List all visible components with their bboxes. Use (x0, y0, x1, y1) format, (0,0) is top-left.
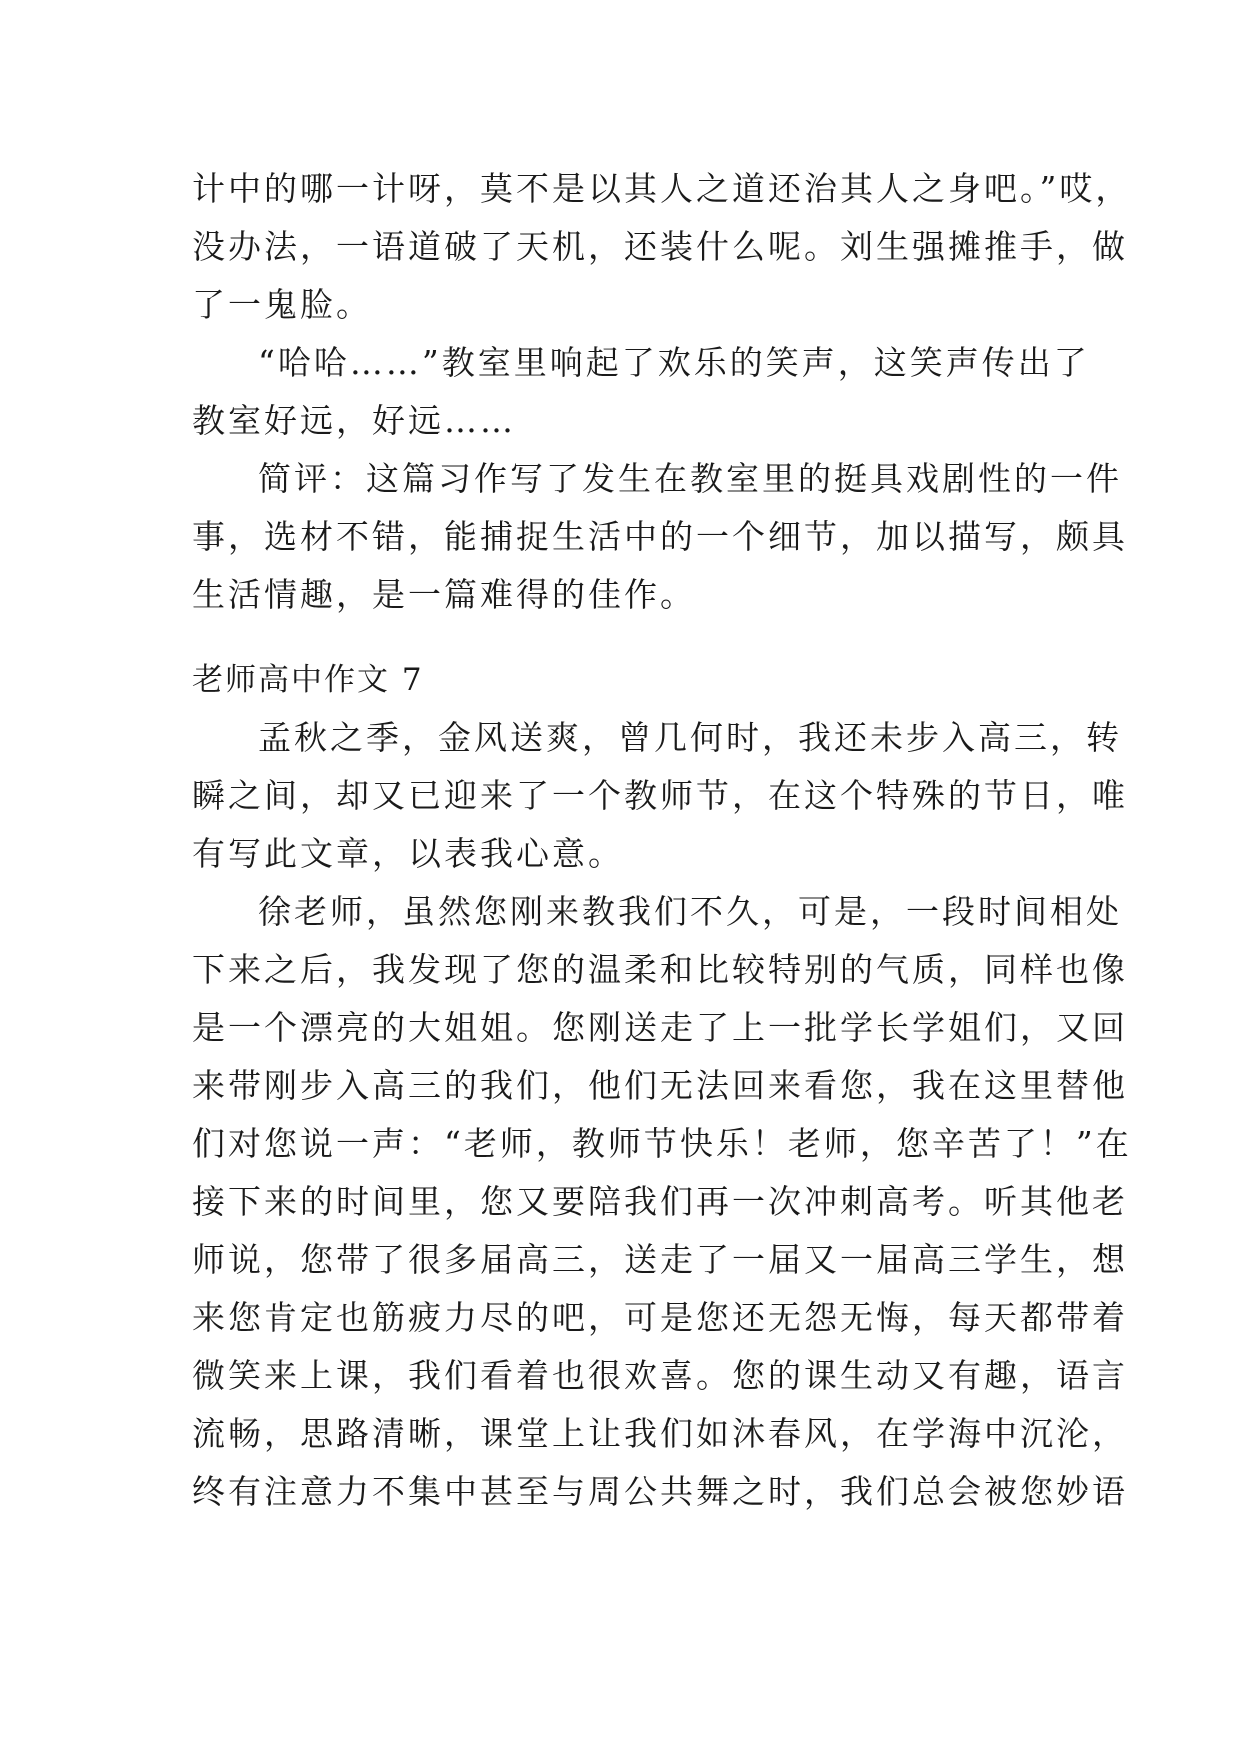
text-line: 孟秋之季，金风送爽，曾几何时，我还未步入高三，转 (258, 718, 1122, 757)
text-line: 没办法，一语道破了天机，还装什么呢。刘生强摊推手，做 (192, 227, 1128, 266)
text-line: 了一鬼脸。 (192, 285, 372, 324)
paragraph-brief-review (192, 450, 1128, 624)
text-line: “哈哈……”教室里响起了欢乐的笑声，这笑声传出了 (258, 343, 1090, 382)
top-text-block (192, 160, 1132, 624)
text-line: 微笑来上课，我们看着也很欢喜。您的课生动又有趣，语言 (192, 1356, 1128, 1395)
text-line: 下来之后，我发现了您的温柔和比较特别的气质，同样也像 (192, 950, 1128, 989)
text-line: 简评：这篇习作写了发生在教室里的挺具戏剧性的一件 (258, 459, 1122, 498)
text-line: 流畅，思路清晰，课堂上让我们如沐春风，在学海中沉沦， (192, 1414, 1128, 1453)
paragraph-continuation (192, 160, 1132, 334)
paragraph-teacher-xu (192, 883, 1132, 1521)
text-line: 是一个漂亮的大姐姐。您刚送走了上一批学长学姐们，又回 (192, 1008, 1128, 1047)
text-line: 有写此文章，以表我心意。 (192, 834, 624, 873)
text-line: 计中的哪一计呀，莫不是以其人之道还治其人之身吧。”哎， (192, 169, 1132, 208)
text-line: 生活情趣，是一篇难得的佳作。 (192, 575, 696, 614)
text-line: 教室好远，好远…… (192, 401, 516, 440)
text-line: 终有注意力不集中甚至与周公共舞之时，我们总会被您妙语 (192, 1472, 1128, 1511)
text-line: 来您肯定也筋疲力尽的吧，可是您还无怨无悔，每天都带着 (192, 1298, 1128, 1337)
text-line: 师说，您带了很多届高三，送走了一届又一届高三学生，想 (192, 1240, 1128, 1279)
paragraph-autumn (192, 709, 1128, 883)
section-title: 老师高中作文 7 (192, 662, 424, 698)
bottom-text-block (192, 709, 1132, 1521)
text-line: 接下来的时间里，您又要陪我们再一次冲刺高考。听其他老 (192, 1182, 1128, 1221)
text-line: 们对您说一声：“老师，教师节快乐！老师，您辛苦了！”在 (192, 1124, 1132, 1163)
paragraph-laughter (192, 334, 1090, 450)
text-line: 事，选材不错，能捕捉生活中的一个细节，加以描写，颇具 (192, 517, 1128, 556)
text-line: 瞬之间，却又已迎来了一个教师节，在这个特殊的节日，唯 (192, 776, 1128, 815)
text-line: 来带刚步入高三的我们，他们无法回来看您，我在这里替他 (192, 1066, 1128, 1105)
text-line: 徐老师，虽然您刚来教我们不久，可是，一段时间相处 (258, 892, 1122, 931)
